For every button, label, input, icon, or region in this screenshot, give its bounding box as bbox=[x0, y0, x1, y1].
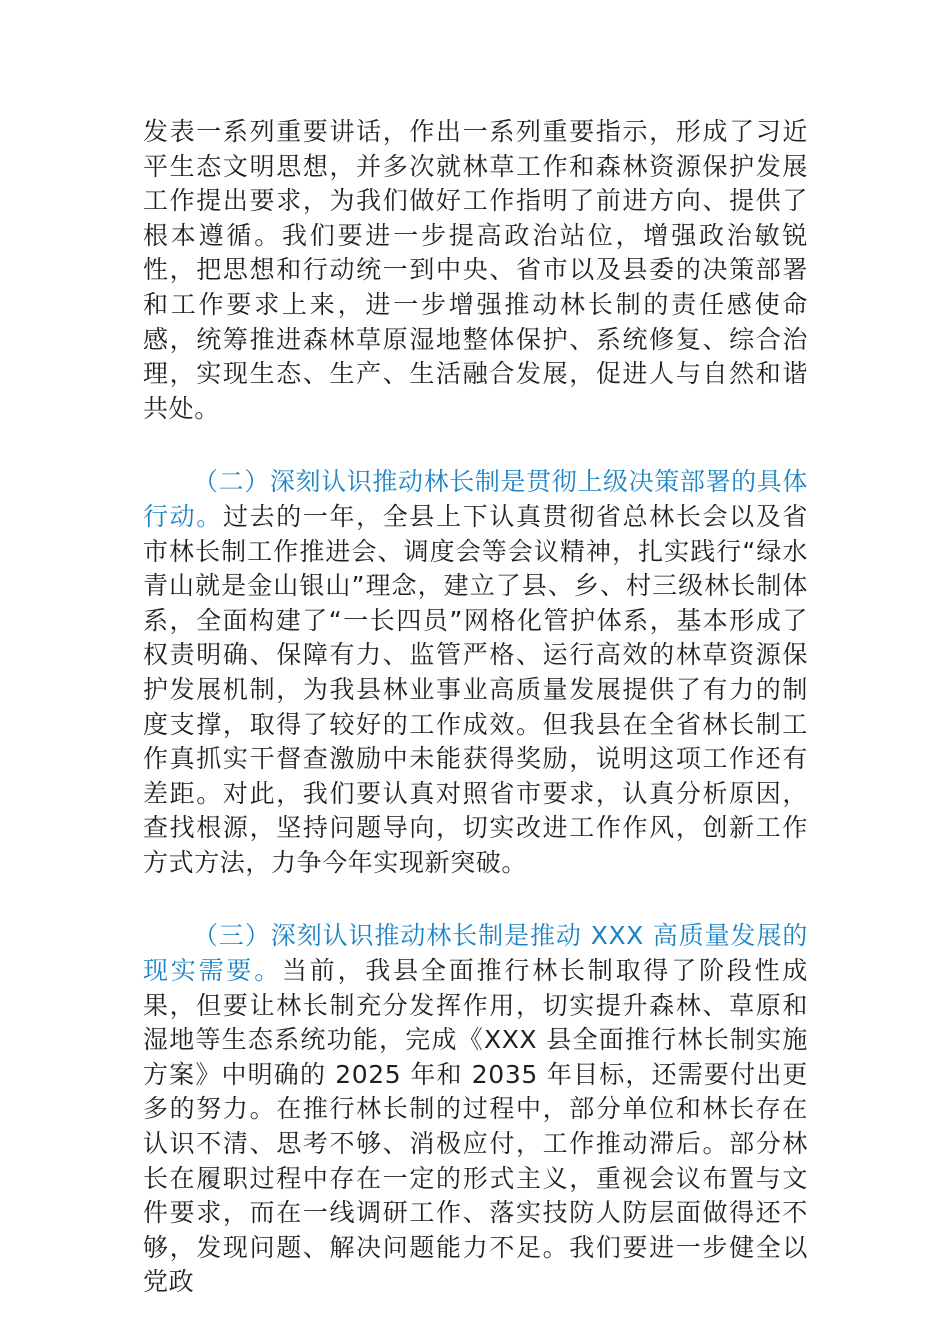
paragraph-1-body: 发表一系列重要讲话，作出一系列重要指示，形成了习近平生态文明思想，并多次就林草工作和森林资源保护发展工作提出要求，为我们做好工作指明了前进方向、提供了根本遵循。我们要进一步提高政治站位，增强政治敏锐性，把思想和行动统一到中央、省市以及县委的决策部署和工作要求上来，进一步增强推动林长制的责任感使命感，统筹推进森林草原湿地整体保护、系统修复、综合治理，实现生态、生产、生活融合发展，促进人与自然和谐共处。 bbox=[143, 117, 808, 423]
paragraph-3 bbox=[143, 919, 808, 1300]
paragraph-1 bbox=[143, 115, 808, 426]
paragraph-3-heading: （三）深刻认识推动林长制是推动 XXX 高质量发展的现实需要。 bbox=[143, 921, 808, 986]
paragraph-2 bbox=[143, 465, 808, 880]
paragraph-3-body: 当前，我县全面推行林长制取得了阶段性成果，但要让林长制充分发挥作用，切实提升森林、草原和湿地等生态系统功能，完成《XXX 县全面推行林长制实施方案》中明确的 2025 年和 2035 年目标，还需要付出更多的努力。在推行林长制的过程中，部分单位和林长存在认识不清、思考不够、消极应付，工作推动滞后。部分林长在履职过程中存在一定的形式主义，重视会议布置与文件要求，而在一线调研工作、落实技防人防层面做得还不够，发现问题、解决问题能力不足。我们要进一步健全以党政 bbox=[143, 956, 808, 1297]
paragraph-2-heading: （二）深刻认识推动林长制是贯彻上级决策部署的具体行动。 bbox=[143, 467, 808, 531]
paragraph-2-body: 过去的一年，全县上下认真贯彻省总林长会以及省市林长制工作推进会、调度会等会议精神，扎实践行“绿水青山就是金山银山”理念，建立了县、乡、村三级林长制体系，全面构建了“一长四员”网格化管护体系，基本形成了权责明确、保障有力、监管严格、运行高效的林草资源保护发展机制，为我县林业事业高质量发展提供了有力的制度支撑，取得了较好的工作成效。但我县在全省林长制工作真抓实干督查激励中未能获得奖励，说明这项工作还有差距。对此，我们要认真对照省市要求，认真分析原因，查找根源，坚持问题导向，切实改进工作作风，创新工作方式方法，力争今年实现新突破。 bbox=[143, 501, 809, 877]
document-page bbox=[143, 115, 808, 1300]
